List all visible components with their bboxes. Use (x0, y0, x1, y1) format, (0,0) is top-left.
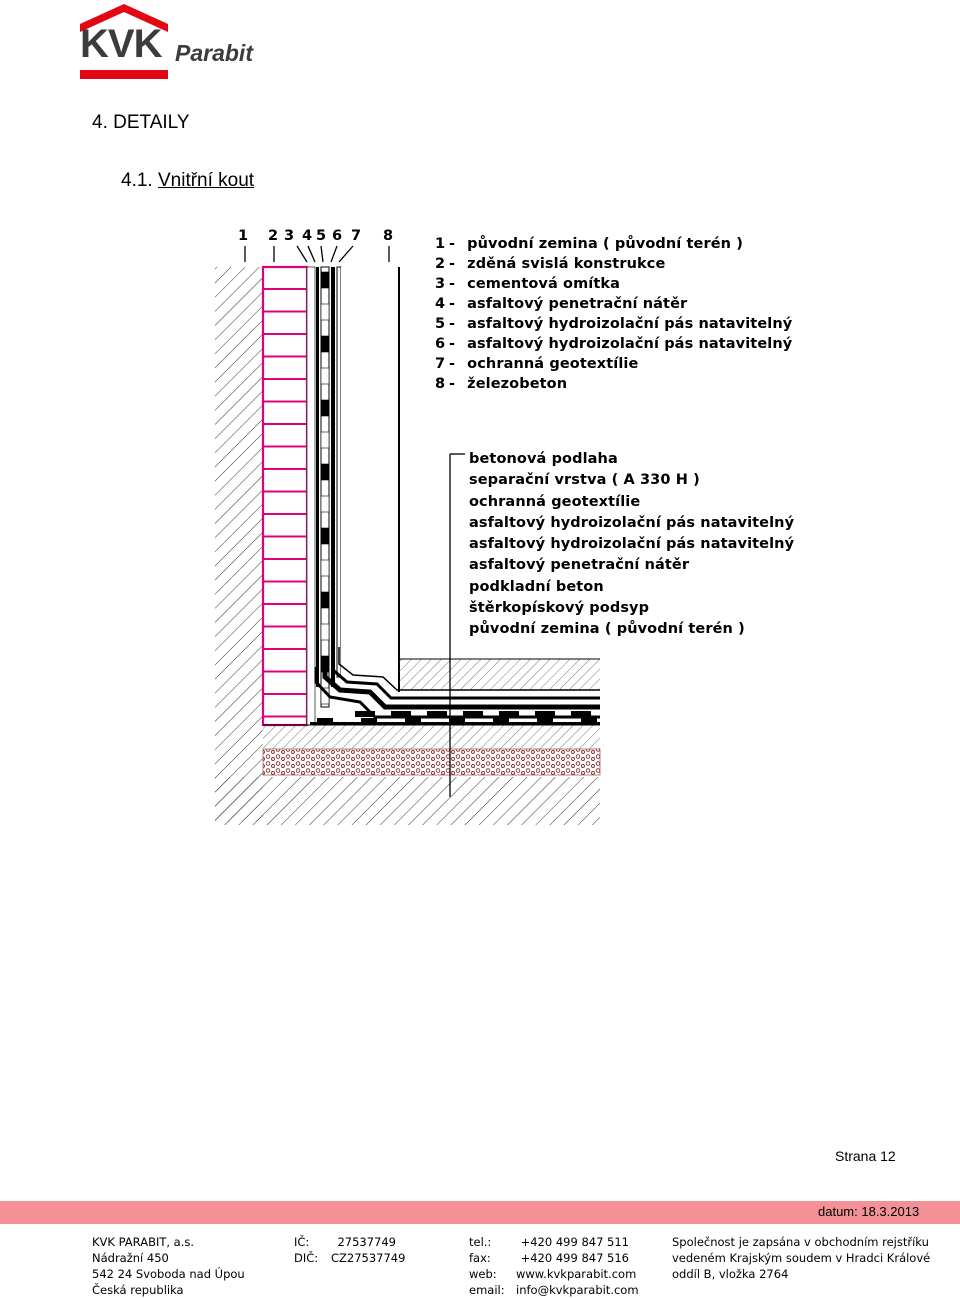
layer-legend-text: ochranná geotextílie (462, 356, 639, 372)
brick-wall (263, 267, 307, 725)
layer-legend-item (435, 374, 792, 394)
footer-contact-values (516, 1234, 639, 1298)
layer-legend-number: 7 (435, 356, 446, 372)
registration-line-1: Společnost je zapsána v obchodním rejstříku (672, 1235, 929, 1249)
floor-legend-item: původní zemina ( původní terén ) (469, 621, 745, 638)
layer-number-label: 4 (302, 228, 313, 244)
dic-value: CZ27537749 (331, 1251, 406, 1265)
dic-label: DIČ: (294, 1251, 319, 1265)
subsection-number: 4.1. (121, 170, 153, 191)
layer-number-label: 2 (268, 228, 279, 244)
subbase-concrete (263, 725, 600, 749)
layer-number-label: 5 (316, 228, 327, 244)
floor-legend-item: betonová podlaha (469, 451, 618, 467)
company-city: 542 24 Svoboda nad Úpou (92, 1267, 245, 1281)
layer-legend-text: asfaltový hydroizolační pás natavitelný (462, 316, 793, 332)
layer-legend-dash: - (449, 356, 456, 372)
footer-contact-labels (469, 1234, 505, 1298)
document-date: datum: 18.3.2013 (818, 1204, 920, 1219)
layer-number-label: 3 (284, 228, 295, 244)
layer-legend-text: původní zemina ( původní terén ) (462, 236, 743, 252)
layer-legend-dash: - (449, 376, 456, 392)
layer-legend-text: asfaltový penetrační nátěr (462, 296, 688, 312)
floor-legend-item: asfaltový hydroizolační pás natavitelný (469, 536, 795, 553)
registration-line-3: oddíl B, vložka 2764 (672, 1267, 789, 1281)
footer-company (92, 1234, 245, 1298)
layer-legend-item (435, 234, 792, 254)
footer-id-labels (294, 1234, 318, 1266)
layer-legend-number: 2 (435, 256, 446, 272)
soil-vertical (215, 267, 263, 822)
layer-legend-item (435, 314, 792, 334)
layer-legend-number: 6 (435, 336, 446, 352)
layer-legend-item (435, 354, 792, 374)
company-country: Česká republika (92, 1283, 184, 1297)
floor-layer-legend (469, 449, 794, 641)
layer-legend-text: železobeton (462, 376, 568, 392)
gravel-layer (263, 749, 600, 775)
subsection-title: Vnitřní kout (157, 170, 255, 191)
section-heading: 4. DETAILY (92, 112, 190, 133)
ic-label: IČ: (294, 1235, 310, 1249)
floor-legend-item: separační vrstva ( A 330 H ) (469, 472, 700, 489)
layer-legend-text: cementová omítka (462, 276, 621, 292)
company-name: KVK PARABIT, a.s. (92, 1235, 195, 1249)
layer-legend-number: 3 (435, 276, 446, 292)
tel-label: tel.: (469, 1235, 492, 1249)
floor-legend-item: asfaltový hydroizolační pás natavitelný (469, 514, 795, 531)
subsection-heading (121, 170, 254, 192)
layer-legend-dash: - (449, 316, 456, 332)
web-link[interactable]: www.kvkparabit.com (516, 1267, 637, 1281)
layer-legend-dash: - (449, 236, 456, 252)
footer-band (0, 1201, 960, 1224)
tel-value: +420 499 847 511 (520, 1235, 629, 1249)
layer-legend-number: 5 (435, 316, 446, 332)
logo-brand-text: KVK (80, 22, 162, 66)
layer-number-label: 6 (332, 228, 343, 244)
layer-legend-dash: - (449, 296, 456, 312)
fax-value: +420 499 847 516 (520, 1251, 629, 1265)
email-link[interactable]: info@kvkparabit.com (516, 1283, 639, 1297)
floor-legend-item: asfaltový penetrační nátěr (469, 557, 690, 574)
soil-bottom (215, 777, 600, 825)
layer-number-label: 8 (383, 228, 394, 244)
layer-legend-number: 1 (435, 236, 446, 252)
reinforced-concrete-wall (341, 267, 399, 692)
ic-value: 27537749 (337, 1235, 396, 1249)
cement-render (307, 267, 315, 725)
layer-number-label: 7 (351, 228, 362, 244)
layer-number-label: 1 (238, 228, 249, 244)
fax-label: fax: (469, 1251, 491, 1265)
layer-legend-item (435, 274, 792, 294)
waterproofing-vertical (316, 267, 341, 707)
layer-legend-item (435, 294, 792, 314)
layer-legend (435, 234, 792, 394)
floor-legend-item: ochranná geotextílie (469, 493, 641, 510)
email-label: email: (469, 1283, 505, 1297)
layer-legend-item (435, 334, 792, 354)
layer-legend-dash: - (449, 276, 456, 292)
layer-legend-item (435, 254, 792, 274)
floor-legend-item: štěrkopískový podsyp (469, 600, 650, 617)
layer-legend-number: 4 (435, 296, 446, 312)
page-number: Strana 12 (835, 1148, 896, 1164)
web-label: web: (469, 1267, 497, 1281)
layer-legend-text: zděná svislá konstrukce (462, 256, 666, 272)
company-logo (78, 2, 268, 86)
layer-legend-text: asfaltový hydroizolační pás natavitelný (462, 336, 793, 352)
layer-legend-dash: - (449, 336, 456, 352)
logo-sub-text: Parabit (175, 40, 253, 66)
company-street: Nádražní 450 (92, 1251, 169, 1265)
layer-legend-number: 8 (435, 376, 446, 392)
footer-id-values (331, 1234, 406, 1266)
registration-line-2: vedeném Krajským soudem v Hradci Králové (672, 1251, 931, 1265)
concrete-floor (399, 659, 600, 689)
layer-legend-dash: - (449, 256, 456, 272)
footer-registration (672, 1234, 930, 1282)
floor-legend-item: podkladní beton (469, 578, 604, 595)
